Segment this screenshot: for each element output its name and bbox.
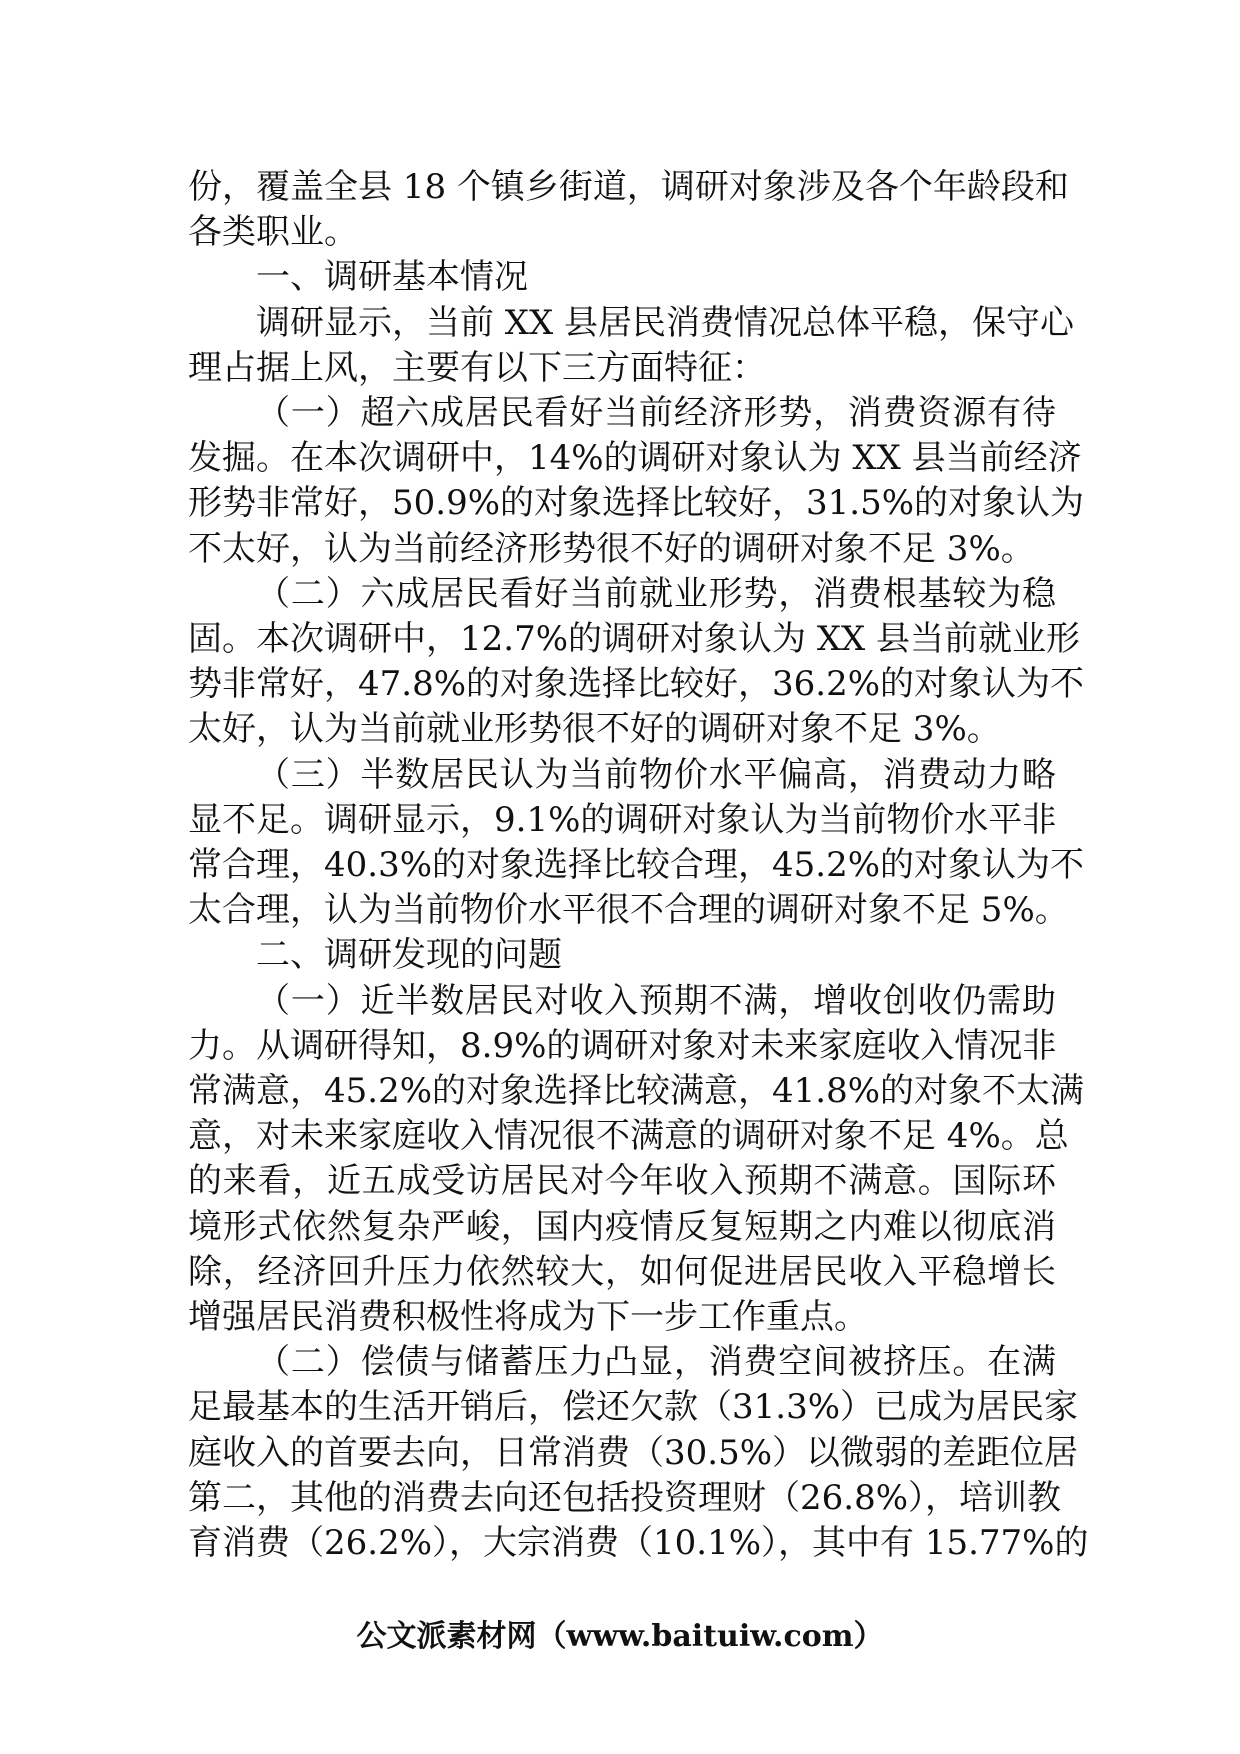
text-line: （二）偿债与储蓄压力凸显，消费空间被挤压。在满	[256, 1342, 1056, 1383]
text-line: 育消费（26.2%），大宗消费（10.1%），其中有 15.77%的	[188, 1523, 1089, 1564]
text-line: 力。从调研得知，8.9%的调研对象对未来家庭收入情况非	[188, 1025, 1057, 1066]
text-line: （一）近半数居民对收入预期不满，增收创收仍需助	[256, 980, 1056, 1021]
text-line: 势非常好，47.8%的对象选择比较好，36.2%的对象认为不	[188, 664, 1085, 705]
text-line: 常满意，45.2%的对象选择比较满意，41.8%的对象不太满	[188, 1071, 1085, 1112]
text-line: 常合理，40.3%的对象选择比较合理，45.2%的对象认为不	[188, 845, 1085, 886]
text-line: 理占据上风，主要有以下三方面特征：	[188, 347, 766, 388]
text-line: 足最基本的生活开销后，偿还欠款（31.3%）已成为居民家	[188, 1387, 1079, 1428]
text-line: 一、调研基本情况	[256, 257, 528, 298]
text-line: 第二，其他的消费去向还包括投资理财（26.8%），培训教	[188, 1477, 1062, 1518]
footer-watermark: 公文派素材网（www.baituiw.com）	[356, 1619, 884, 1654]
text-line: 固。本次调研中，12.7%的调研对象认为 XX 县当前就业形	[188, 619, 1081, 660]
text-line: 庭收入的首要去向，日常消费（30.5%）以微弱的差距位居	[188, 1432, 1079, 1473]
text-line: 二、调研发现的问题	[256, 935, 562, 976]
text-line: 调研显示，当前 XX 县居民消费情况总体平稳，保守心	[256, 302, 1075, 343]
text-line: 份，覆盖全县 18 个镇乡街道，调研对象涉及各个年龄段和	[188, 167, 1069, 207]
text-line: 太合理，认为当前物价水平很不合理的调研对象不足 5%。	[188, 890, 1069, 931]
text-line: （三）半数居民认为当前物价水平偏高，消费动力略	[256, 754, 1056, 795]
text-line: 境形式依然复杂严峻，国内疫情反复短期之内难以彻底消	[188, 1206, 1056, 1247]
text-line: 增强居民消费积极性将成为下一步工作重点。	[188, 1297, 868, 1338]
text-line: 发掘。在本次调研中，14%的调研对象认为 XX 县当前经济	[188, 438, 1082, 479]
text-line: 的来看，近五成受访居民对今年收入预期不满意。国际环	[188, 1161, 1056, 1202]
text-line: 不太好，认为当前经济形势很不好的调研对象不足 3%。	[188, 528, 1035, 569]
text-line: 太好，认为当前就业形势很不好的调研对象不足 3%。	[188, 709, 1001, 750]
document-body	[188, 165, 1089, 1566]
text-line: 形势非常好，50.9%的对象选择比较好，31.5%的对象认为	[188, 483, 1085, 524]
text-line: 意，对未来家庭收入情况很不满意的调研对象不足 4%。总	[188, 1116, 1069, 1157]
text-line: 各类职业。	[188, 212, 358, 253]
text-line: （一）超六成居民看好当前经济形势，消费资源有待	[256, 393, 1056, 434]
text-line: （二）六成居民看好当前就业形势，消费根基较为稳	[256, 573, 1056, 614]
text-line: 除，经济回升压力依然较大，如何促进居民收入平稳增长	[188, 1251, 1056, 1292]
text-line: 显不足。调研显示，9.1%的调研对象认为当前物价水平非	[188, 799, 1057, 840]
